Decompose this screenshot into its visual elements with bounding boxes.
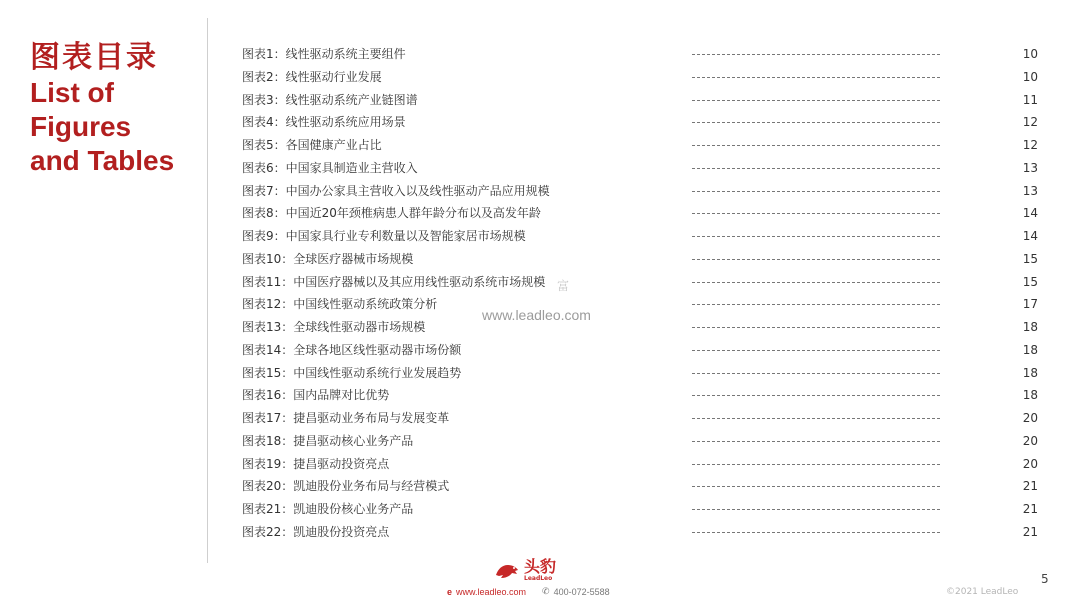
toc-row[interactable] [242, 339, 1042, 362]
toc-page-number: 10 [1022, 47, 1038, 61]
toc-row[interactable] [242, 43, 1042, 66]
toc-row[interactable] [242, 248, 1042, 271]
phone-icon: ✆ [542, 586, 550, 596]
toc-leader-dots [692, 418, 940, 419]
toc-row[interactable] [242, 271, 1042, 294]
toc-label: 图表6：中国家具制造业主营收入 [242, 160, 418, 175]
toc-page-number: 20 [1022, 433, 1038, 448]
toc-label: 图表22：凯迪股份投资亮点 [242, 524, 390, 539]
toc-leader-dots [692, 145, 940, 146]
toc-label: 图表7：中国办公家具主营收入以及线性驱动产品应用规模 [242, 183, 550, 198]
toc-leader-dots [692, 77, 940, 78]
toc-leader-dots [692, 236, 940, 237]
toc-page-number: 13 [1022, 160, 1038, 175]
toc-label: 图表1：线性驱动系统主要组件 [242, 47, 406, 61]
toc-label: 图表16：国内品牌对比优势 [242, 388, 390, 403]
toc-page-number: 13 [1022, 183, 1038, 198]
toc-row[interactable] [242, 157, 1042, 180]
toc-row[interactable] [242, 498, 1042, 521]
footer-contact [447, 586, 610, 597]
toc-row[interactable] [242, 384, 1042, 407]
toc-page-number: 18 [1022, 342, 1038, 357]
copyright: ©2021 LeadLeo [946, 587, 1019, 597]
brand-logo [494, 559, 556, 582]
toc-leader-dots [692, 168, 940, 169]
leopard-icon [494, 561, 520, 581]
toc-row[interactable] [242, 225, 1042, 248]
toc-leader-dots [692, 350, 940, 351]
toc-leader-dots [692, 441, 940, 442]
toc-page-number: 15 [1022, 251, 1038, 266]
toc-label: 图表3：线性驱动系统产业链图谱 [242, 92, 418, 107]
toc-leader-dots [692, 304, 940, 305]
page-title [30, 40, 205, 178]
title-cn: 图表目录 [30, 41, 158, 74]
footer-website[interactable]: www.leadleo.com [456, 586, 527, 597]
title-en-line2: Figures [30, 111, 132, 142]
toc-page-number: 20 [1022, 411, 1038, 425]
toc-page-number: 21 [1022, 524, 1038, 539]
toc-label: 图表14：全球各地区线性驱动器市场份额 [242, 342, 462, 357]
title-en-line1: List of [30, 77, 114, 108]
toc-list [242, 43, 1042, 544]
toc-leader-dots [692, 282, 940, 283]
page-number: 5 [1041, 572, 1049, 586]
toc-row[interactable] [242, 475, 1042, 498]
toc-label: 图表21：凯迪股份核心业务产品 [242, 502, 414, 516]
divider [207, 18, 208, 563]
toc-label: 图表9：中国家具行业专利数量以及智能家居市场规模 [242, 229, 526, 243]
toc-row[interactable] [242, 202, 1042, 225]
title-en-line3: and Tables [30, 145, 175, 176]
brand-name-en: LeadLeo [524, 575, 553, 582]
toc-leader-dots [692, 100, 940, 101]
toc-row[interactable] [242, 89, 1042, 112]
toc-page-number: 20 [1022, 456, 1038, 471]
toc-leader-dots [692, 373, 940, 374]
toc-page-number: 14 [1022, 229, 1038, 243]
toc-label: 图表11：中国医疗器械以及其应用线性驱动系统市场规模 [242, 274, 546, 289]
toc-label: 图表17：捷昌驱动业务布局与发展变革 [242, 411, 450, 425]
toc-label: 图表18：捷昌驱动核心业务产品 [242, 433, 414, 448]
toc-page-number: 18 [1022, 320, 1038, 334]
toc-label: 图表4：线性驱动系统应用场景 [242, 115, 406, 130]
toc-leader-dots [692, 54, 940, 55]
toc-row[interactable] [242, 430, 1042, 453]
toc-page-number: 10 [1022, 69, 1038, 84]
toc-leader-dots [692, 509, 940, 510]
toc-leader-dots [692, 464, 940, 465]
toc-row[interactable] [242, 453, 1042, 476]
toc-label: 图表12：中国线性驱动系统政策分析 [242, 297, 438, 312]
web-icon: e [447, 586, 453, 597]
toc-leader-dots [692, 191, 940, 192]
watermark-char: 富 [557, 279, 570, 293]
toc-row[interactable] [242, 66, 1042, 89]
toc-label: 图表5：各国健康产业占比 [242, 138, 382, 152]
toc-label: 图表8：中国近20年颈椎病患人群年龄分布以及高发年龄 [242, 206, 541, 221]
toc-page-number: 15 [1022, 274, 1038, 289]
toc-page-number: 14 [1022, 206, 1038, 221]
toc-page-number: 12 [1022, 138, 1038, 152]
toc-leader-dots [692, 122, 940, 123]
toc-row[interactable] [242, 180, 1042, 203]
toc-label: 图表15：中国线性驱动系统行业发展趋势 [242, 365, 462, 380]
toc-row[interactable] [242, 316, 1042, 339]
toc-row[interactable] [242, 521, 1042, 544]
toc-label: 图表20：凯迪股份业务布局与经营模式 [242, 479, 450, 494]
toc-label: 图表10：全球医疗器械市场规模 [242, 251, 414, 266]
toc-leader-dots [692, 486, 940, 487]
toc-page-number: 21 [1022, 502, 1038, 516]
brand-name-cn: 头豹 [524, 557, 557, 576]
footer-phone: 400-072-5588 [553, 586, 610, 597]
toc-label: 图表19：捷昌驱动投资亮点 [242, 456, 390, 471]
toc-leader-dots [692, 395, 940, 396]
toc-label: 图表2：线性驱动行业发展 [242, 69, 382, 84]
toc-leader-dots [692, 259, 940, 260]
toc-leader-dots [692, 327, 940, 328]
toc-leader-dots [692, 213, 940, 214]
toc-row[interactable] [242, 111, 1042, 134]
toc-page-number: 17 [1022, 297, 1038, 312]
toc-page-number: 21 [1022, 479, 1038, 494]
toc-page-number: 11 [1022, 92, 1038, 107]
toc-row[interactable] [242, 407, 1042, 430]
toc-row[interactable] [242, 362, 1042, 385]
watermark-url: www.leadleo.com [482, 307, 591, 323]
toc-page-number: 18 [1022, 388, 1038, 403]
toc-leader-dots [692, 532, 940, 533]
toc-page-number: 12 [1022, 115, 1038, 130]
toc-label: 图表13：全球线性驱动器市场规模 [242, 320, 426, 334]
toc-page-number: 18 [1022, 365, 1038, 380]
toc-row[interactable] [242, 293, 1042, 316]
toc-row[interactable] [242, 134, 1042, 157]
